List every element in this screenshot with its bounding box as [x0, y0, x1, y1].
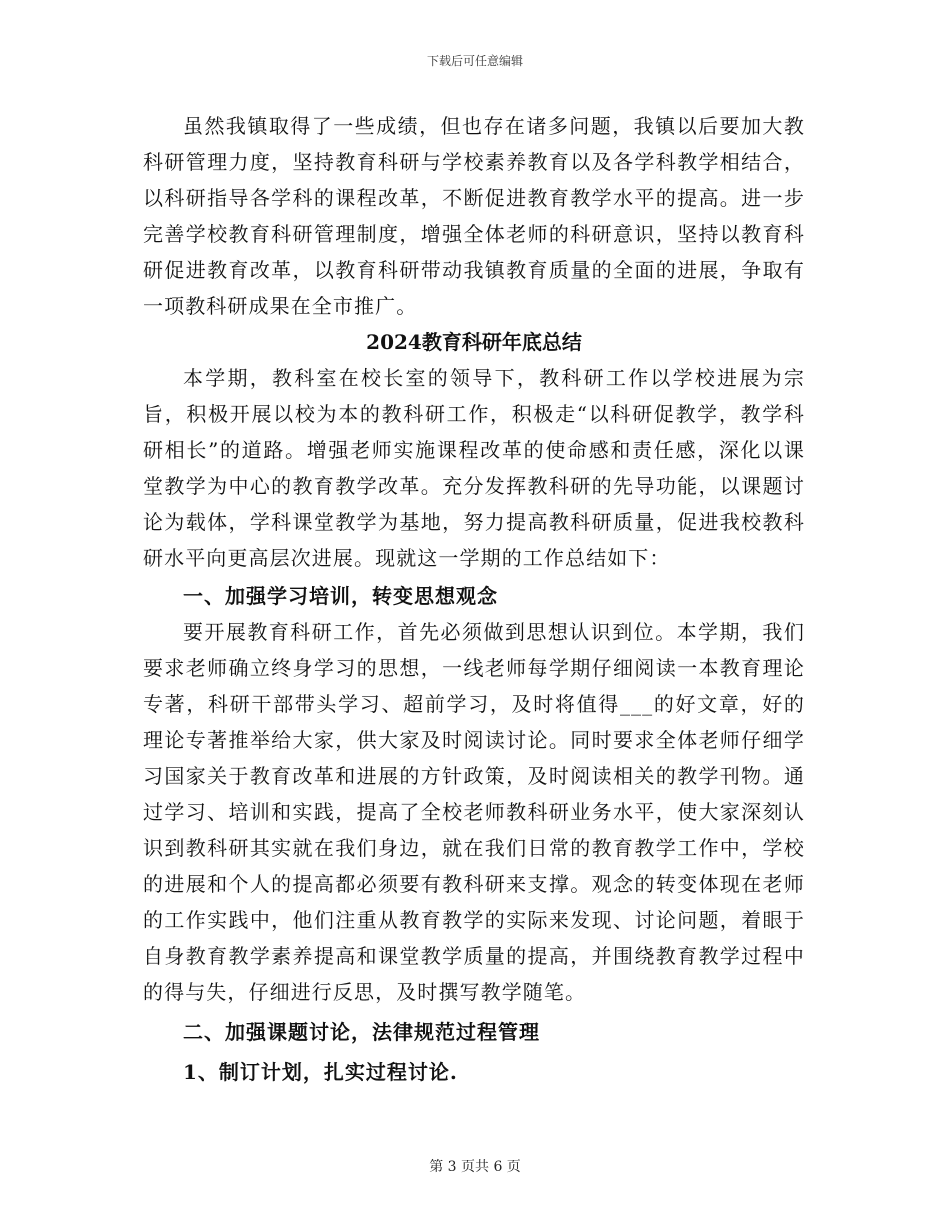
section-title: 2024教育科研年底总结	[366, 330, 582, 354]
subheading-plan: 1、制订计划，扎实过程讨论.	[183, 1060, 458, 1084]
page-header: 下载后可任意编辑	[426, 54, 523, 68]
document-body	[143, 108, 805, 1090]
paragraph-summary: 本学期，教科室在校长室的领导下，教科研工作以学校进展为宗旨，积极开展以校为本的教科研工作，积极走“以科研促教学，教学科研相长”的道路。增强老师实施课程改革的使命感和责任感，深化以课堂教学为中心的教育教学改革。充分发挥教科研的先导功能，以课题讨论为载体，学科课堂教学为基地，努力提高教科研质量，促进我校教科研水平向更高层次进展。现就这一学期的工作总结如下：	[143, 366, 805, 570]
paragraph-learning-training: 要开展教育科研工作，首先必须做到思想认识到位。本学期，我们要求老师确立终身学习的思想，一线老师每学期仔细阅读一本教育理论专著，科研干部带头学习、超前学习，及时将值得___的好文章，好的理论专著推举给大家，供大家及时阅读讨论。同时要求全体老师仔细学习国家关于教育改革和进展的方针政策，及时阅读相关的教学刊物。通过学习、培训和实践，提高了全校老师教科研业务水平，使大家深刻认识到教科研其实就在我们身边，就在我们日常的教育教学工作中，学校的进展和个人的提高都必须要有教科研来支撑。观念的转变体现在老师的工作实践中，他们注重从教育教学的实际来发现、讨论问题，着眼于自身教育教学素养提高和课堂教学质量的提高，并围绕教育教学过程中的得与失，仔细进行反思，及时撰写教学随笔。	[143, 620, 805, 1004]
heading-learning-training: 一、加强学习培训，转变思想观念	[183, 584, 498, 608]
paragraph-intro: 虽然我镇取得了一些成绩，但也存在诸多问题，我镇以后要加大教科研管理力度，坚持教育科研与学校素养教育以及各学科教学相结合，以科研指导各学科的课程改革，不断促进教育教学水平的提高。进一步完善学校教育科研管理制度，增强全体老师的科研意识，坚持以教育科研促进教育改革，以教育科研带动我镇教育质量的全面的进展，争取有一项教科研成果在全市推广。	[143, 114, 805, 318]
heading-research-management: 二、加强课题讨论，法律规范过程管理	[183, 1020, 540, 1044]
page-footer: 第 3 页共 6 页	[429, 1159, 521, 1175]
